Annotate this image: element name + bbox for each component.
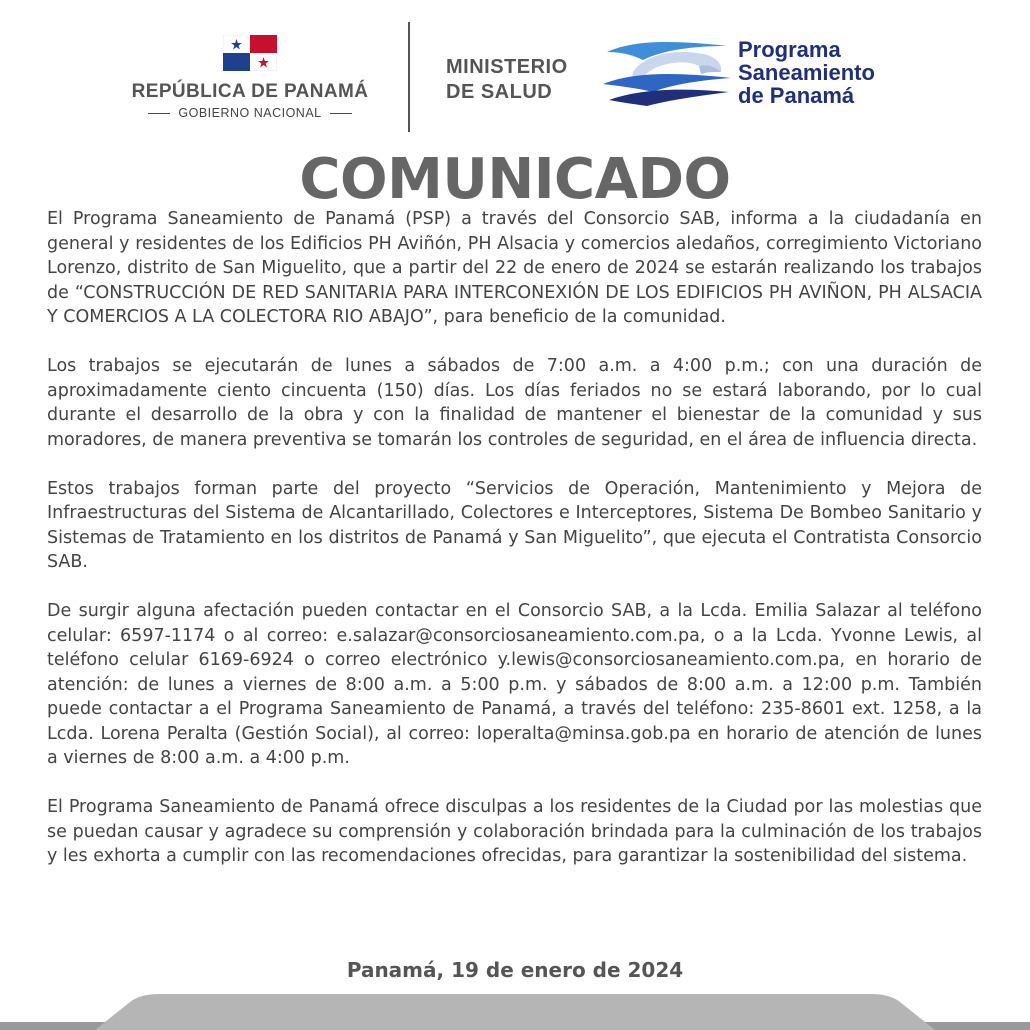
dolphin-wave-logo-icon xyxy=(603,38,733,108)
paragraph-4: De surgir alguna afectación pueden contactar en el Consorcio SAB, a la Lcda. Emilia Salazar al teléfono celular: 6597-1174 o al correo: e.salazar@consorciosaneamiento.com.pa, o a la Lcda. Yvonne Lewis, al teléfono celular 6169-6924 o correo electrónico y.lewis@consorciosaneamiento.com.pa, en horario de atención: de lunes a viernes de 8:00 a.m. a 5:00 p.m. y sábados de 8:00 a.m. a 12:00 p.m. También puede contactar a el Programa Saneamiento de Panamá, a través del teléfono: 235-8601 ext. 1258, a la Lcda. Lorena Peralta (Gestión Social), al correo: loperalta@minsa.gob.pa en horario de atención de lunes a viernes de 8:00 a.m. a 4:00 p.m. xyxy=(47,601,982,768)
program-line-2: Saneamiento xyxy=(738,60,875,85)
header-divider xyxy=(408,22,410,132)
ministry-name xyxy=(446,55,596,105)
paragraph-3: Estos trabajos forman parte del proyecto “Servicios de Operación, Mantenimiento y Mejora de Infraestructuras del Sistema de Alcantarillado, Colectores e Interceptores, Sistema De Bombeo Sanitario y Sistemas de Tratamiento en los distritos de Panamá y San Miguelito”, que ejecuta el Contratista Consorcio SAB. xyxy=(47,478,982,572)
paragraph-2: Los trabajos se ejecutarán de lunes a sábados de 7:00 a.m. a 4:00 p.m.; con una duración de aproximadamente ciento cincuenta (150) días. Los días feriados no se estará laborando, por lo cual durante el desarrollo de la obra y con la finalidad de mantener el bienestar de la comunidad y sus moradores, de manera preventiva se tomarán los controles de seguridad, en el área de influencia directa. xyxy=(47,356,982,450)
program-line-3: de Panamá xyxy=(738,83,855,108)
ministry-line-1: MINISTERIO xyxy=(446,56,568,78)
paragraph-5: El Programa Saneamiento de Panamá ofrece disculpas a los residentes de la Ciudad por las molestias que se puedan causar y agradece su comprensión y colaboración brindada para la culminación de los trabajos y les exhorta a cumplir con las recomendaciones ofrecidas, para garantizar la sostenibilidad del sistema. xyxy=(47,797,982,866)
footer-decoration xyxy=(0,990,1030,1030)
header xyxy=(0,0,1030,150)
red-dash-right xyxy=(330,113,352,115)
page-title: COMUNICADO xyxy=(299,147,731,212)
paragraph-1: El Programa Saneamiento de Panamá (PSP) a través del Consorcio SAB, informa a la ciudadanía en general y residentes de los Edificios PH Aviñón, PH Alsacia y comercios aledaños, corregimiento Victoriano Lorenzo, distrito de San Miguelito, que a partir del 22 de enero de 2024 se estarán realizando los trabajos de “CONSTRUCCIÓN DE RED SANITARIA PARA INTERCONEXIÓN DE LOS EDIFICIOS PH AVIÑON, PH ALSACIA Y COMERCIOS A LA COLECTORA RIO ABAJO”, para beneficio de la comunidad. xyxy=(47,209,982,327)
program-line-1: Programa xyxy=(738,37,841,62)
republic-subtitle xyxy=(112,106,388,120)
republic-title: REPÚBLICA DE PANAMÁ xyxy=(131,81,369,102)
program-name xyxy=(738,38,928,107)
panama-flag-icon xyxy=(223,35,277,71)
issue-date: Panamá, 19 de enero de 2024 xyxy=(346,958,684,982)
republic-subtitle-text: GOBIERNO NACIONAL xyxy=(178,106,322,120)
body-content xyxy=(47,207,982,893)
red-dash-left xyxy=(148,113,170,115)
ministry-line-2: DE SALUD xyxy=(446,81,553,103)
